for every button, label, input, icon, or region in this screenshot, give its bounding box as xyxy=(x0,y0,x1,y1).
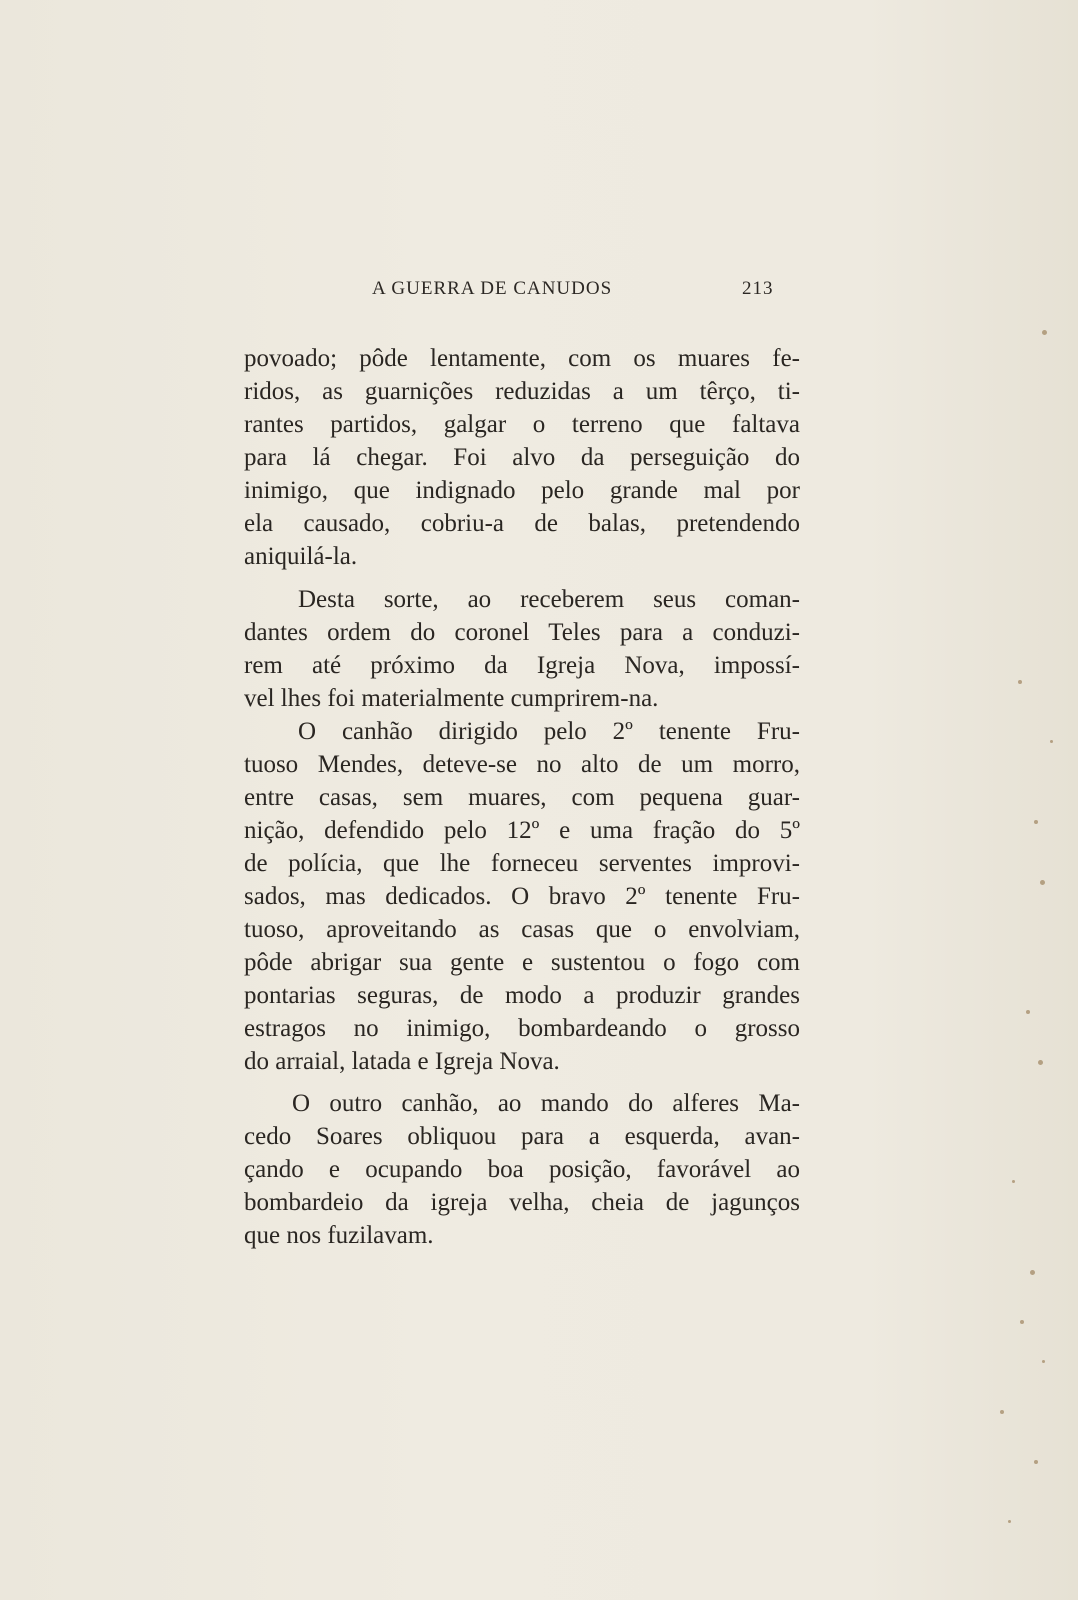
paragraph-first-line: O canhão dirigido pelo 2º tenente Fru- xyxy=(298,718,800,745)
text-line: povoado; pôde lentamente, com os muares fe- xyxy=(244,345,800,372)
text-line: aniquilá-la. xyxy=(244,543,358,570)
text-line: ridos, as guarnições reduzidas a um têrço, ti- xyxy=(244,378,800,405)
paragraph-first-line: Desta sorte, ao receberem seus coman- xyxy=(298,586,800,613)
text-line: pontarias seguras, de modo a produzir grandes xyxy=(244,982,800,1009)
text-line: do arraial, latada e Igreja Nova. xyxy=(244,1048,560,1075)
text-line: dantes ordem do coronel Teles para a conduzi- xyxy=(244,619,800,646)
text-line: vel lhes foi materialmente cumprirem-na. xyxy=(244,685,659,712)
text-line: nição, defendido pelo 12º e uma fração do 5º xyxy=(244,817,800,844)
text-line: tuoso Mendes, deteve-se no alto de um morro, xyxy=(244,751,800,778)
text-line: tuoso, aproveitando as casas que o envolviam, xyxy=(244,916,800,943)
paragraph-first-line: O outro canhão, ao mando do alferes Ma- xyxy=(292,1090,800,1117)
text-line: que nos fuzilavam. xyxy=(244,1222,434,1249)
text-line: rem até próximo da Igreja Nova, impossí- xyxy=(244,652,800,679)
text-line: estragos no inimigo, bombardeando o grosso xyxy=(244,1015,800,1042)
text-line: ela causado, cobriu-a de balas, pretendendo xyxy=(244,510,800,537)
text-line: inimigo, que indignado pelo grande mal por xyxy=(244,477,800,504)
text-line: de polícia, que lhe forneceu serventes improvi- xyxy=(244,850,800,877)
text-line: pôde abrigar sua gente e sustentou o fogo com xyxy=(244,949,800,976)
text-line: rantes partidos, galgar o terreno que faltava xyxy=(244,411,800,438)
text-line: bombardeio da igreja velha, cheia de jagunços xyxy=(244,1189,800,1216)
text-line: cedo Soares obliquou para a esquerda, avan- xyxy=(244,1123,800,1150)
text-line: para lá chegar. Foi alvo da perseguição do xyxy=(244,444,800,471)
text-line: çando e ocupando boa posição, favorável ao xyxy=(244,1156,800,1183)
text-line: sados, mas dedicados. O bravo 2º tenente Fru- xyxy=(244,883,800,910)
running-title: A GUERRA DE CANUDOS xyxy=(372,278,613,299)
text-line: entre casas, sem muares, com pequena guar- xyxy=(244,784,800,811)
foxing-stains xyxy=(990,180,1070,1580)
page-number: 213 xyxy=(742,278,774,299)
